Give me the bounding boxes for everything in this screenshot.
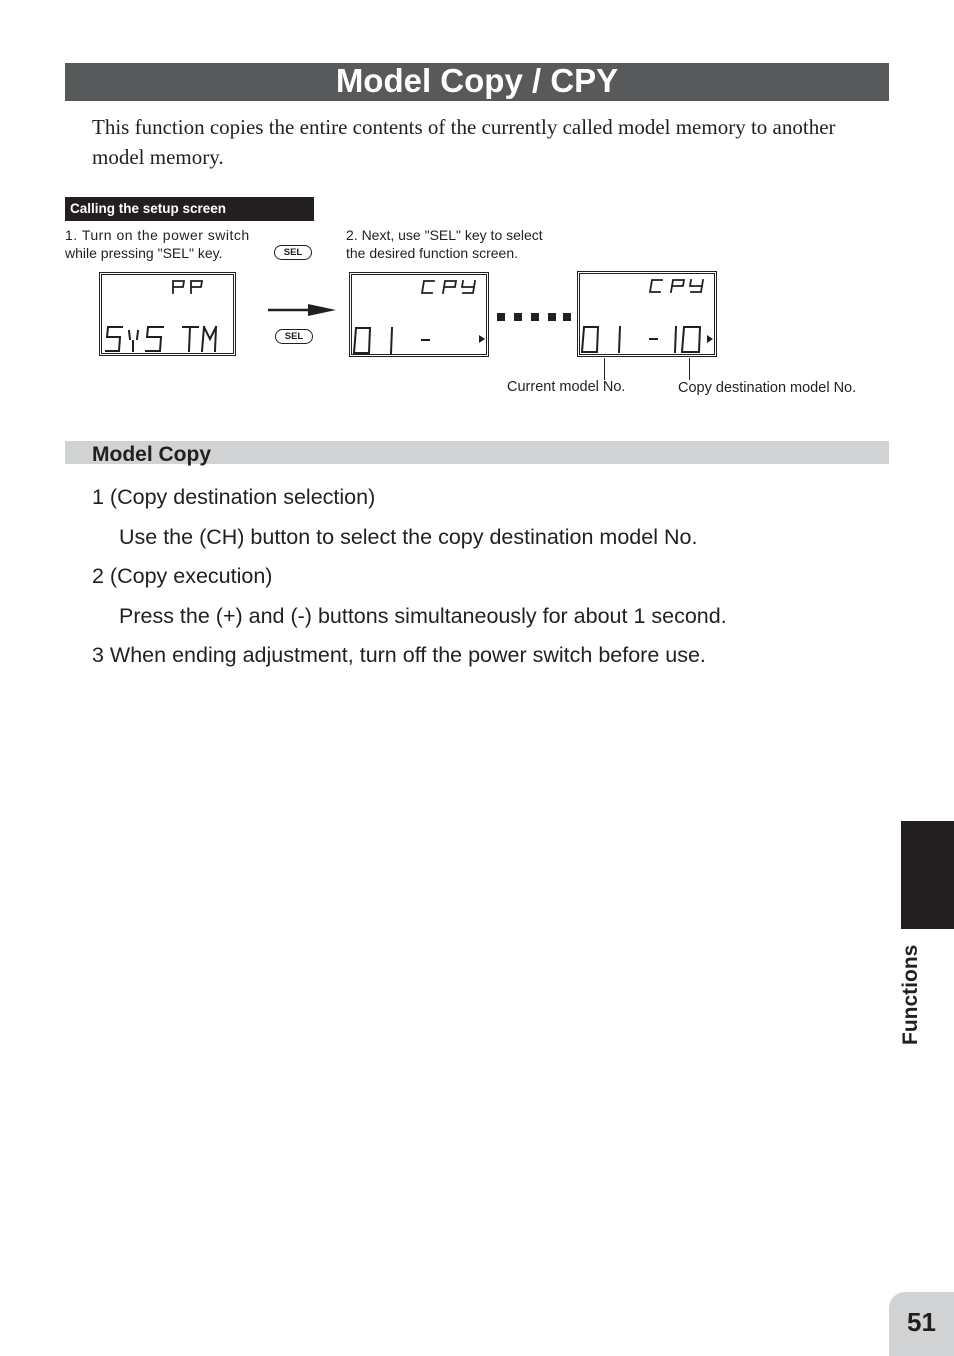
intro-text: This function copies the entire contents of the currently called model memory to another model memory. — [92, 115, 836, 169]
step3-line: 3 When ending adjustment, turn off the power switch before use. — [92, 643, 706, 667]
destination-model-label: Copy destination model No. — [678, 380, 857, 396]
sel-key-icon: SEL — [274, 245, 312, 260]
lcd-segments — [100, 273, 235, 355]
side-tab-label — [888, 935, 938, 1045]
setup-label: Calling the setup screen — [65, 197, 314, 221]
page-title: Model Copy / CPY — [335, 62, 619, 99]
right-arrow-icon — [268, 302, 338, 318]
step1-heading: 1 (Copy destination selection) — [92, 485, 376, 509]
step2-line2: the desired function screen. — [346, 245, 518, 261]
step2-line1: 2. Next, use "SEL" key to select — [346, 227, 543, 243]
dotted-connector — [496, 312, 574, 322]
lcd-segments — [578, 272, 716, 356]
section-title: Model Copy — [92, 443, 211, 466]
callout-line-current — [604, 358, 605, 380]
side-tab-text: Functions — [899, 944, 922, 1045]
step1-detail: Use the (CH) button to select the copy destination model No. — [119, 525, 698, 549]
cursor-arrow-icon — [707, 335, 713, 343]
page-number: 51 — [907, 1307, 936, 1337]
step1-line1: 1. Turn on the power switch — [65, 227, 250, 243]
step2-detail: Press the (+) and (-) buttons simultaneously for about 1 second. — [119, 604, 727, 628]
sel-key-icon: SEL — [275, 329, 313, 344]
callout-line-destination — [689, 358, 690, 380]
lcd-screen-system — [99, 272, 236, 356]
step1-line2: while pressing "SEL" key. — [65, 245, 223, 261]
side-tab-block — [901, 821, 954, 929]
step2-heading: 2 (Copy execution) — [92, 564, 273, 588]
cursor-arrow-icon — [479, 335, 485, 343]
lcd-segments — [350, 273, 488, 356]
current-model-label: Current model No. — [507, 379, 626, 395]
lcd-screen-copy — [349, 272, 489, 357]
lcd-screen-copy-destination — [577, 271, 717, 357]
